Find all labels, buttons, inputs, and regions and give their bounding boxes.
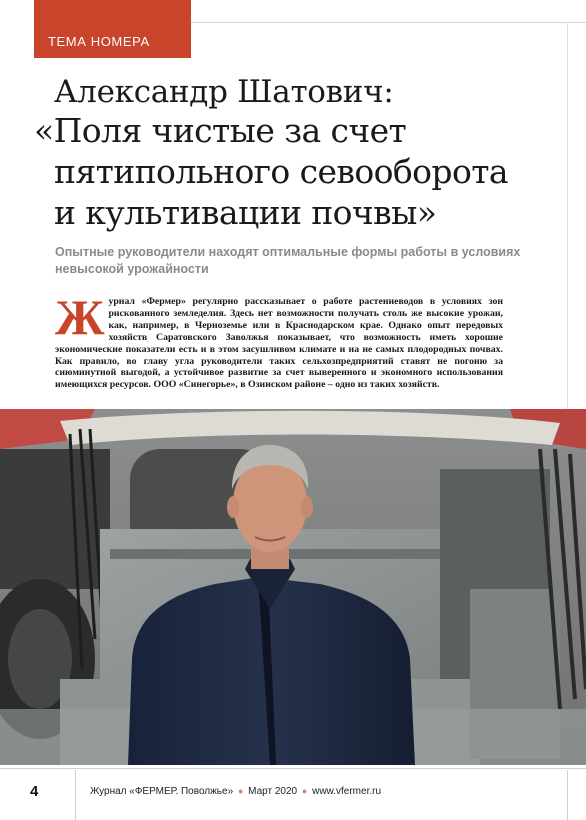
lead-paragraph [55, 289, 503, 391]
title-name-line: Александр Шатович: [54, 74, 394, 110]
title-quote-line: пятипольного севооборота [54, 152, 508, 191]
article-subtitle: Опытные руководители находят оптимальные формы работы в условиях невысокой урожайности [55, 245, 521, 276]
title-quote-line: «Поля чистые за счет [34, 111, 407, 150]
section-label: ТЕМА НОМЕРА [34, 0, 191, 58]
article-title [34, 74, 574, 233]
footer-info [90, 786, 381, 797]
article-photo [0, 409, 586, 765]
bullet-icon: ● [301, 786, 308, 796]
footer-divider [0, 768, 586, 769]
top-divider [190, 22, 586, 23]
issue-date: Март 2020 [248, 786, 298, 797]
footer-separator [567, 770, 568, 820]
title-quote-line: и культивации почвы» [54, 193, 437, 232]
journal-name: Журнал «ФЕРМЕР. Поволжье» [90, 786, 234, 797]
footer-separator [75, 770, 76, 820]
lead-text: урнал «Фермер» регулярно рассказывает о работе растениеводов в условиях зон рискованного земледелия. Здесь нет возможности получать столь же высокие урожаи, как, например, в Черноземье или в Краснодарском крае. Однако опыт передовых хозяйств Саратовского Заволжья показывает, что возможность иметь хорошие экономические показатели есть и в этом засушливом климате и на не самых плодородных почвах. Как правило, во главу угла руководители таких сельхозпредприятий ставят не погоню за сиюминутной выгодой, а устойчивое развитие за счет выверенного и экономного использования имеющихся ресурсов. ООО «Синегорье», в Озинском районе – одно из таких хозяйств. [55, 296, 503, 391]
bullet-icon: ● [237, 786, 244, 796]
title-quote [34, 110, 574, 233]
website-link[interactable]: www.vfermer.ru [312, 786, 382, 797]
page-number: 4 [30, 783, 39, 800]
drop-cap: Ж [55, 289, 105, 345]
